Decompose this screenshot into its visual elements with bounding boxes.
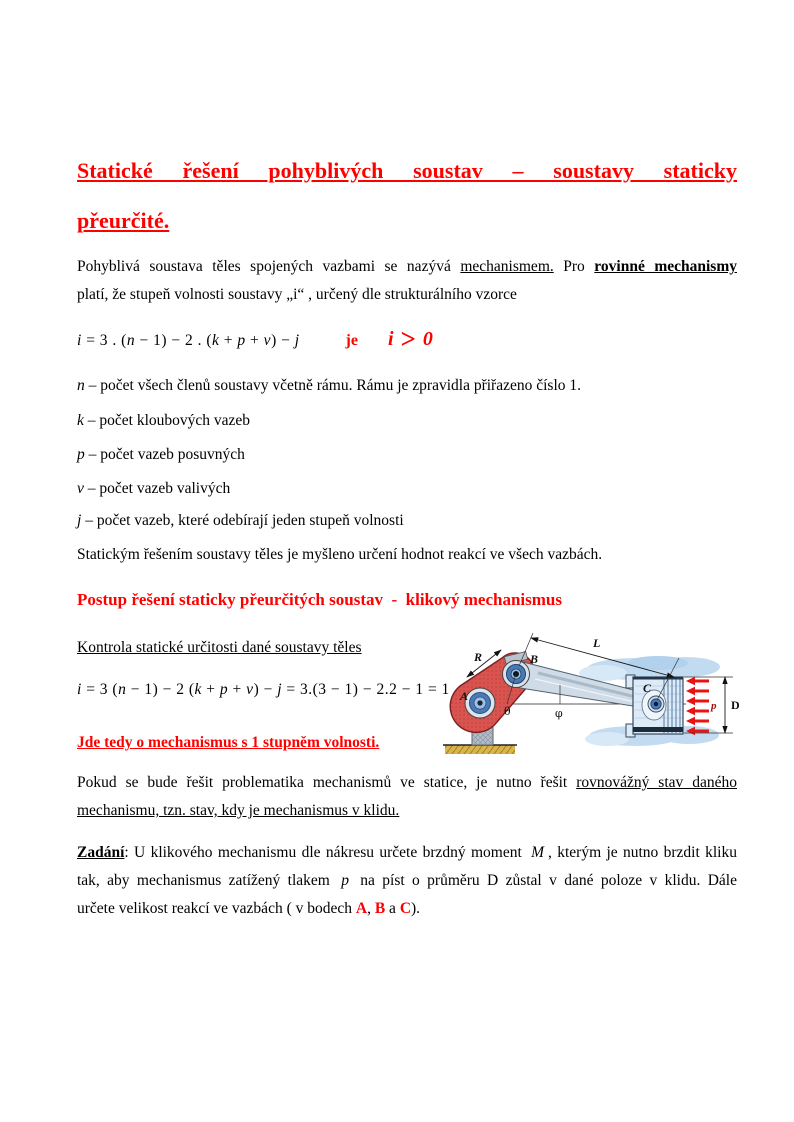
text-run: + xyxy=(201,681,220,698)
document-title-line-2: přeurčité. xyxy=(77,208,170,233)
text-run: + xyxy=(219,332,238,349)
ground xyxy=(443,745,517,754)
text-run: i xyxy=(387,328,394,350)
text-run: i xyxy=(77,332,82,349)
structural-formula xyxy=(77,332,300,349)
text-run: p xyxy=(219,681,229,698)
zadani-paragraph-line-3 xyxy=(77,897,737,921)
zadani-paragraph-line-2 xyxy=(77,869,737,893)
label-a: A xyxy=(460,689,469,703)
text-run: , xyxy=(367,900,375,917)
text-run: = 3 ( xyxy=(81,681,119,698)
text-run: tak, aby mechanismus zatížený tlakem xyxy=(77,872,338,889)
text-run: mechanismem. xyxy=(460,258,554,275)
definition-p xyxy=(77,443,737,467)
section-heading-postup: Postup řešení staticky přeurčitých soustav - klikový mechanismus xyxy=(77,590,562,609)
text-run: M xyxy=(531,844,545,861)
text-run: = 3 . ( xyxy=(81,332,127,349)
label-theta: θ xyxy=(504,705,511,718)
zadani-paragraph-line-1 xyxy=(77,841,737,865)
label-l: L xyxy=(593,636,601,650)
joint-a-bearing xyxy=(465,688,495,718)
text-run: n xyxy=(126,332,136,349)
text-run: + xyxy=(228,681,247,698)
text-run: rovnovážný stav daného xyxy=(576,774,737,791)
text-run: Pohyblivá soustava těles spojených vazbami se nazývá xyxy=(77,258,461,275)
formula-condition xyxy=(387,324,433,354)
label-c: C xyxy=(643,681,652,695)
label-phi: φ xyxy=(555,707,563,720)
check-formula xyxy=(77,678,477,702)
text-run: n xyxy=(118,681,127,698)
text-run: ) − xyxy=(271,332,295,349)
text-run: Pokud se bude řešit problematika mechanismů ve statice, je nutno řešit xyxy=(77,774,577,791)
document-title-line-1: Statické řešení pohyblivých soustav – soustavy staticky xyxy=(77,158,737,183)
text-run: mechanismu, tzn. stav, kdy je mechanismus v klidu. xyxy=(77,802,400,819)
text-run: p xyxy=(237,332,246,349)
definition-v xyxy=(77,477,737,501)
text-run: určete velikost reakcí ve vazbách ( v bodech xyxy=(77,900,356,917)
text-run: Pro xyxy=(553,258,595,275)
definition-j xyxy=(77,509,737,533)
text-run: B xyxy=(374,900,386,917)
text-run: – počet vazeb valivých xyxy=(83,480,231,497)
text-run: − 1) − 2 ( xyxy=(126,681,195,698)
label-b: B xyxy=(530,652,539,666)
text-run: j xyxy=(277,681,283,698)
kontrola-line: Kontrola statické určitosti dané soustavy těles xyxy=(77,639,362,656)
text-run: 0 xyxy=(422,328,433,350)
pokud-paragraph-line-2 xyxy=(77,799,737,823)
text-run: – počet všech členů soustavy včetně rámu. Rámu je zpravidla přiřazeno číslo 1. xyxy=(84,377,582,394)
text-run: – počet kloubových vazeb xyxy=(83,412,251,429)
text-run: n xyxy=(77,377,85,394)
text-run: na píst o průměru D zůstal v dané poloze v klidu. Dále xyxy=(352,872,737,889)
text-run: p xyxy=(341,872,349,889)
text-run: j xyxy=(77,512,82,529)
text-run: v xyxy=(246,681,254,698)
text-run: v xyxy=(77,480,84,497)
text-run: – počet vazeb, které odebírají jeden stupeň volnosti xyxy=(81,512,404,529)
statics-note: Statickým řešením soustavy těles je myšleno určení hodnot reakcí ve všech vazbách. xyxy=(77,546,603,563)
conclusion-line: Jde tedy o mechanismus s 1 stupněm volnosti. xyxy=(77,734,380,751)
intro-paragraph-line-2: platí, že stupeň volnosti soustavy „i“ , určený dle strukturálního vzorce xyxy=(77,286,517,303)
text-run: A xyxy=(355,900,368,917)
structural-formula-row xyxy=(77,324,737,354)
text-run: ) − xyxy=(253,681,278,698)
text-run: − 1) − 2 . ( xyxy=(135,332,213,349)
dimension-d xyxy=(684,677,733,733)
text-run: p xyxy=(77,446,85,463)
text-run: k xyxy=(77,412,84,429)
text-run: rovinné mechanismy xyxy=(594,258,737,275)
text-run: , kterým je nutno brzdit kliku xyxy=(548,844,737,861)
text-run: : U klikového mechanismu dle nákresu určete brzdný moment xyxy=(124,844,528,861)
label-r: R xyxy=(474,650,483,664)
text-run: a xyxy=(385,900,400,917)
label-d: D xyxy=(731,698,740,712)
text-run: i xyxy=(77,681,82,698)
text-run: Zadání xyxy=(77,844,125,861)
text-run: – počet vazeb posuvných xyxy=(84,446,245,463)
label-p: p xyxy=(711,700,717,712)
text-run: ). xyxy=(411,900,421,917)
text-run: + xyxy=(245,332,264,349)
definition-n xyxy=(77,374,737,398)
crank-mechanism-diagram xyxy=(443,630,793,770)
text-run: = 3.(3 − 1) − 2.2 − 1 = 1 xyxy=(282,681,450,698)
joint-c-pin xyxy=(648,696,664,712)
text-run: C xyxy=(399,900,412,917)
intro-paragraph-line-1 xyxy=(77,255,737,279)
text-run: > xyxy=(400,324,416,354)
text-run: v xyxy=(263,332,272,349)
text-run: j xyxy=(294,332,300,349)
pokud-paragraph-line-1 xyxy=(77,771,737,795)
text-run: k xyxy=(212,332,220,349)
formula-je-label: je xyxy=(345,332,358,349)
definition-k xyxy=(77,409,737,433)
text-run: k xyxy=(194,681,202,698)
